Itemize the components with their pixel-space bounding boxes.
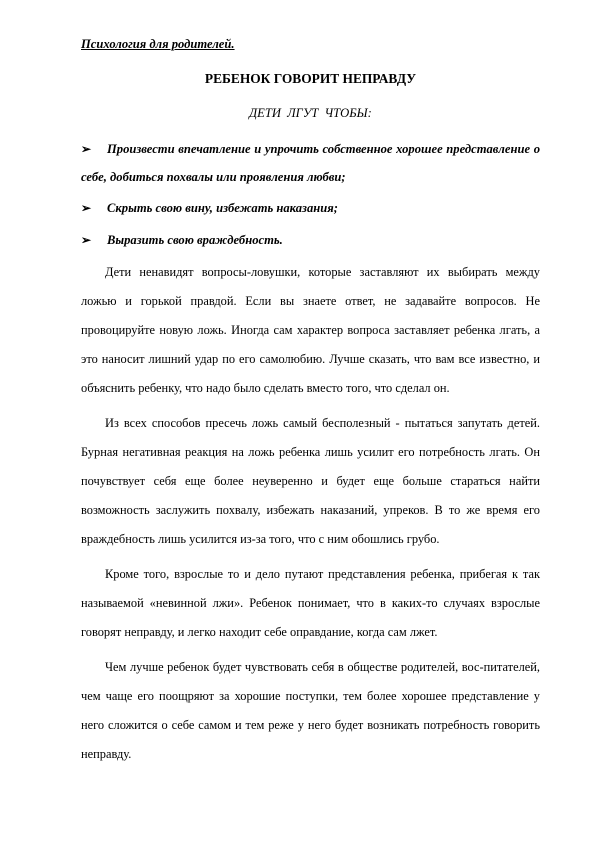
body-paragraph: Чем лучше ребенок будет чувствовать себя в обществе родителей, вос-питателей, чем чаще его поощряют за хорошие поступки, тем более хорошее представление у него сложится о себе самом и тем реже у него будет возникать потребность говорить неправду. — [81, 660, 540, 761]
section-header-label: Психология для родителей. — [81, 37, 235, 51]
arrow-bullet-icon: ➢ — [81, 201, 92, 215]
document-subtitle: ДЕТИ ЛГУТ ЧТОБЫ: — [249, 106, 372, 120]
list-item — [81, 194, 540, 222]
list-item — [81, 226, 540, 254]
arrow-bullet-icon: ➢ — [81, 142, 92, 156]
body-paragraph: Из всех способов пресечь ложь самый бесполезный - пытаться запутать детей. Бурная негативная реакция на ложь ребенка лишь усилит его потребность лгать. Он почувствует себя еще более неуверенно и будет еще больше стараться найти возможность заслужить похвалу, избежать наказаний, упреков. В то же время его враждебность лишь усилится из-за того, что с ним обошлись грубо. — [81, 416, 540, 546]
list-item-text: Скрыть свою вину, избежать наказания; — [107, 201, 338, 215]
list-item-text: Произвести впечатление и упрочить собственное хорошее представление о себе, добиться похвалы или проявления любви; — [81, 142, 540, 184]
document-title: РЕБЕНОК ГОВОРИТ НЕПРАВДУ — [204, 71, 417, 86]
list-item — [81, 135, 540, 191]
reasons-list — [81, 135, 540, 254]
arrow-bullet-icon: ➢ — [81, 233, 92, 247]
body-paragraph: Дети ненавидят вопросы-ловушки, которые заставляют их выбирать между ложью и горькой правдой. Если вы знаете ответ, не задавайте вопросов. Не провоцируйте новую ложь. Иногда сам характер вопроса заставляет ребенка лгать, а это наносит лишний удар по его самолюбию. Лучше сказать, что вам все известно, и объяснить ребенку, что надо было сделать вместо того, что сделал он. — [81, 265, 540, 395]
list-item-text: Выразить свою враждебность. — [107, 233, 283, 247]
body-paragraph: Кроме того, взрослые то и дело путают представления ребенка, прибегая к так называемой «невинной лжи». Ребенок понимает, что в каких-то случаях взрослые говорят неправду, и легко находит себе оправдание, когда сам лжет. — [81, 567, 540, 639]
